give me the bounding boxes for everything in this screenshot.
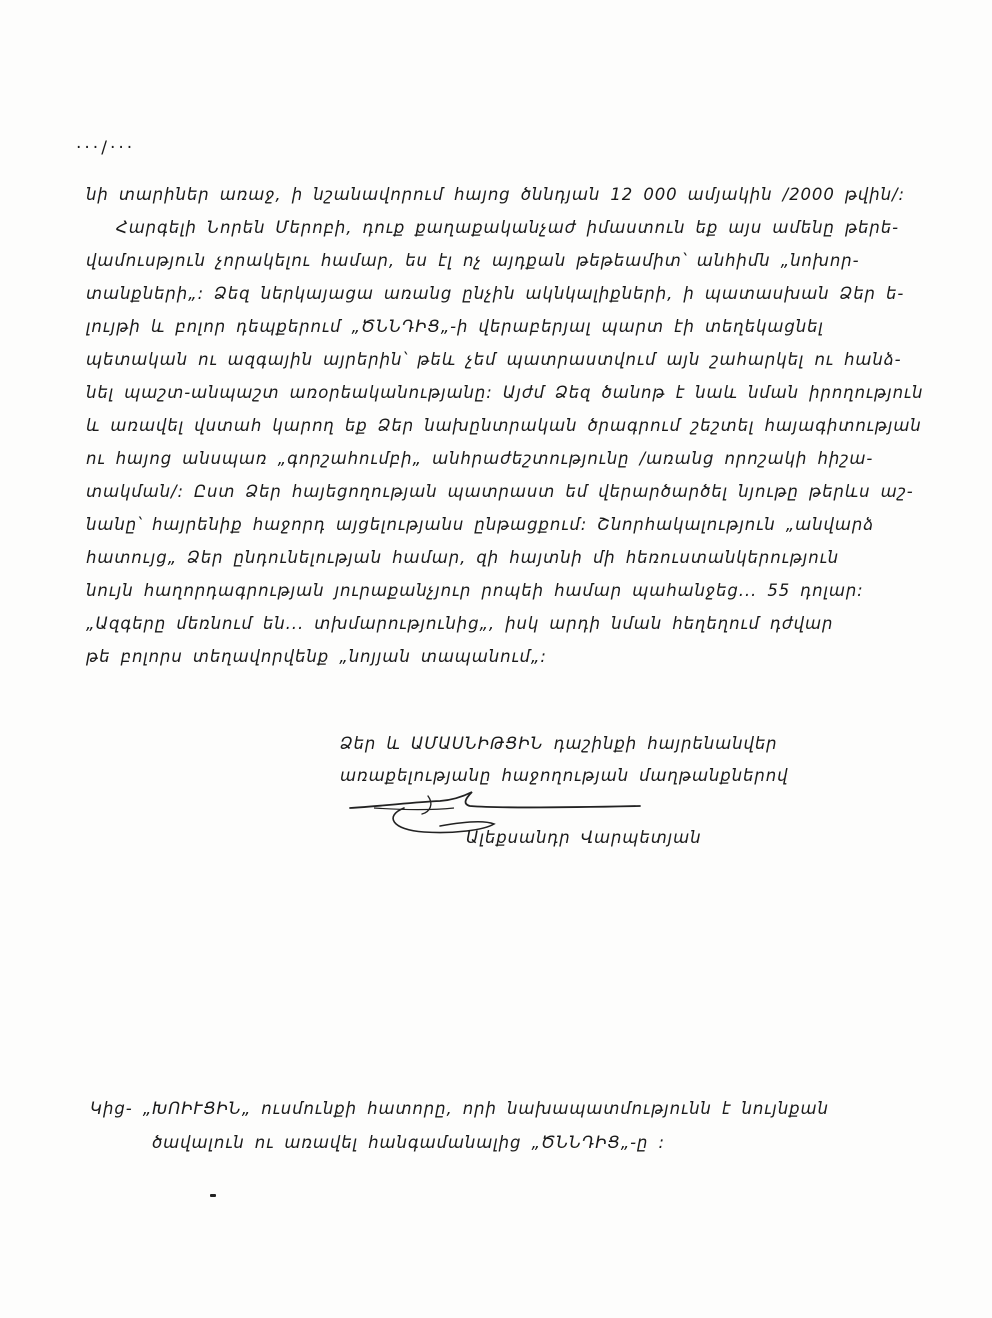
closing-line: Ձեր և ԱՄԱՍՆԻԹՑԻՆ դաշինքի հայրենանվեր [340,734,778,753]
enclosure-note [90,1092,950,1160]
body-line: նի տարիներ առաջ, ի նշանավորում հայոց ծննդյան 12 000 ամյակին /2000 թվին/: [86,185,905,204]
body-line: լույթի և բոլոր դեպքերում „ԾՆՆԴԻՑ„-ի վերաբերյալ պարտ էի տեղեկացնել [86,317,824,336]
body-line: և առավել վստահ կարող եք Ձեր նախընտրական ծրագրում շեշտել հայագիտության [86,416,922,435]
body-line: նել պաշտ-անպաշտ առօրեականությանը: Այժմ Ձեզ ծանոթ է նաև նման իրողություն [86,383,924,402]
body-line: հատույց„ Ձեր ընդունելության համար, զի հայտնի մի հեռուստանկերություն [86,548,840,567]
body-line: նույն հաղորդագրության յուրաքանչյուր րոպեի համար պահանջեց... 55 դոլար: [86,581,864,600]
body-line: ու հայոց անսպառ „գորշահումբի„ անհրաժեշտությունը /առանց որոշակի հիշա- [86,449,874,468]
continuation-mark: ···/··· [76,138,136,158]
body-line: վամուսթյուն չորակելու համար, ես էլ ոչ այդքան թեթեամիտ՝ անհիմն „նոխոր- [86,251,860,270]
letter-body [86,178,946,673]
closing-line: առաքելությանը հաջողության մաղթանքներով [340,766,789,785]
body-line: տակման/: Ըստ Ձեր հայեցողության պատրաստ եմ վերարծարծել նյութը թերևս աշ- [86,482,914,501]
body-line: տանքների„: Ձեզ ներկայացա առանց ընչին ակնկալիքների, ի պատասխան Ձեր ե- [86,284,905,303]
body-line: թե բոլորս տեղավորվենք „նոյյան տապանում„: [86,647,547,666]
ink-speck [210,1194,216,1197]
body-line: „Ազգերը մեռնում են... տխմարությունից„, իսկ արդի նման հեղեղում դժվար [86,614,834,633]
body-line: Հարգելի Նորեն Մերոբի, դուք քաղաքականչաժ իմաստուն եք այս ամենը թերե- [116,218,899,237]
body-line: պետական ու ազգային այրերին՝ թեև չեմ պատրաստվում այն շահարկել ու հանձ- [86,350,902,369]
body-line: նանը՝ հայրենիք հաջորդ այցելությանս ընթացքում: Շնորհակալություն „անվարձ [86,515,875,534]
footnote-line: Կից- „ԽՈԻՒՑԻՆ„ ուսմունքի հատորը, որի նախապատմությունն է նույնքան [90,1099,829,1118]
footnote-line: ծավալուն ու առավել հանգամանալից „ԾՆՆԴԻՑ„-ը : [152,1133,665,1152]
closing-salutation [340,728,840,792]
signer-name: Ալեքսանդր Վարպետյան [466,828,702,847]
